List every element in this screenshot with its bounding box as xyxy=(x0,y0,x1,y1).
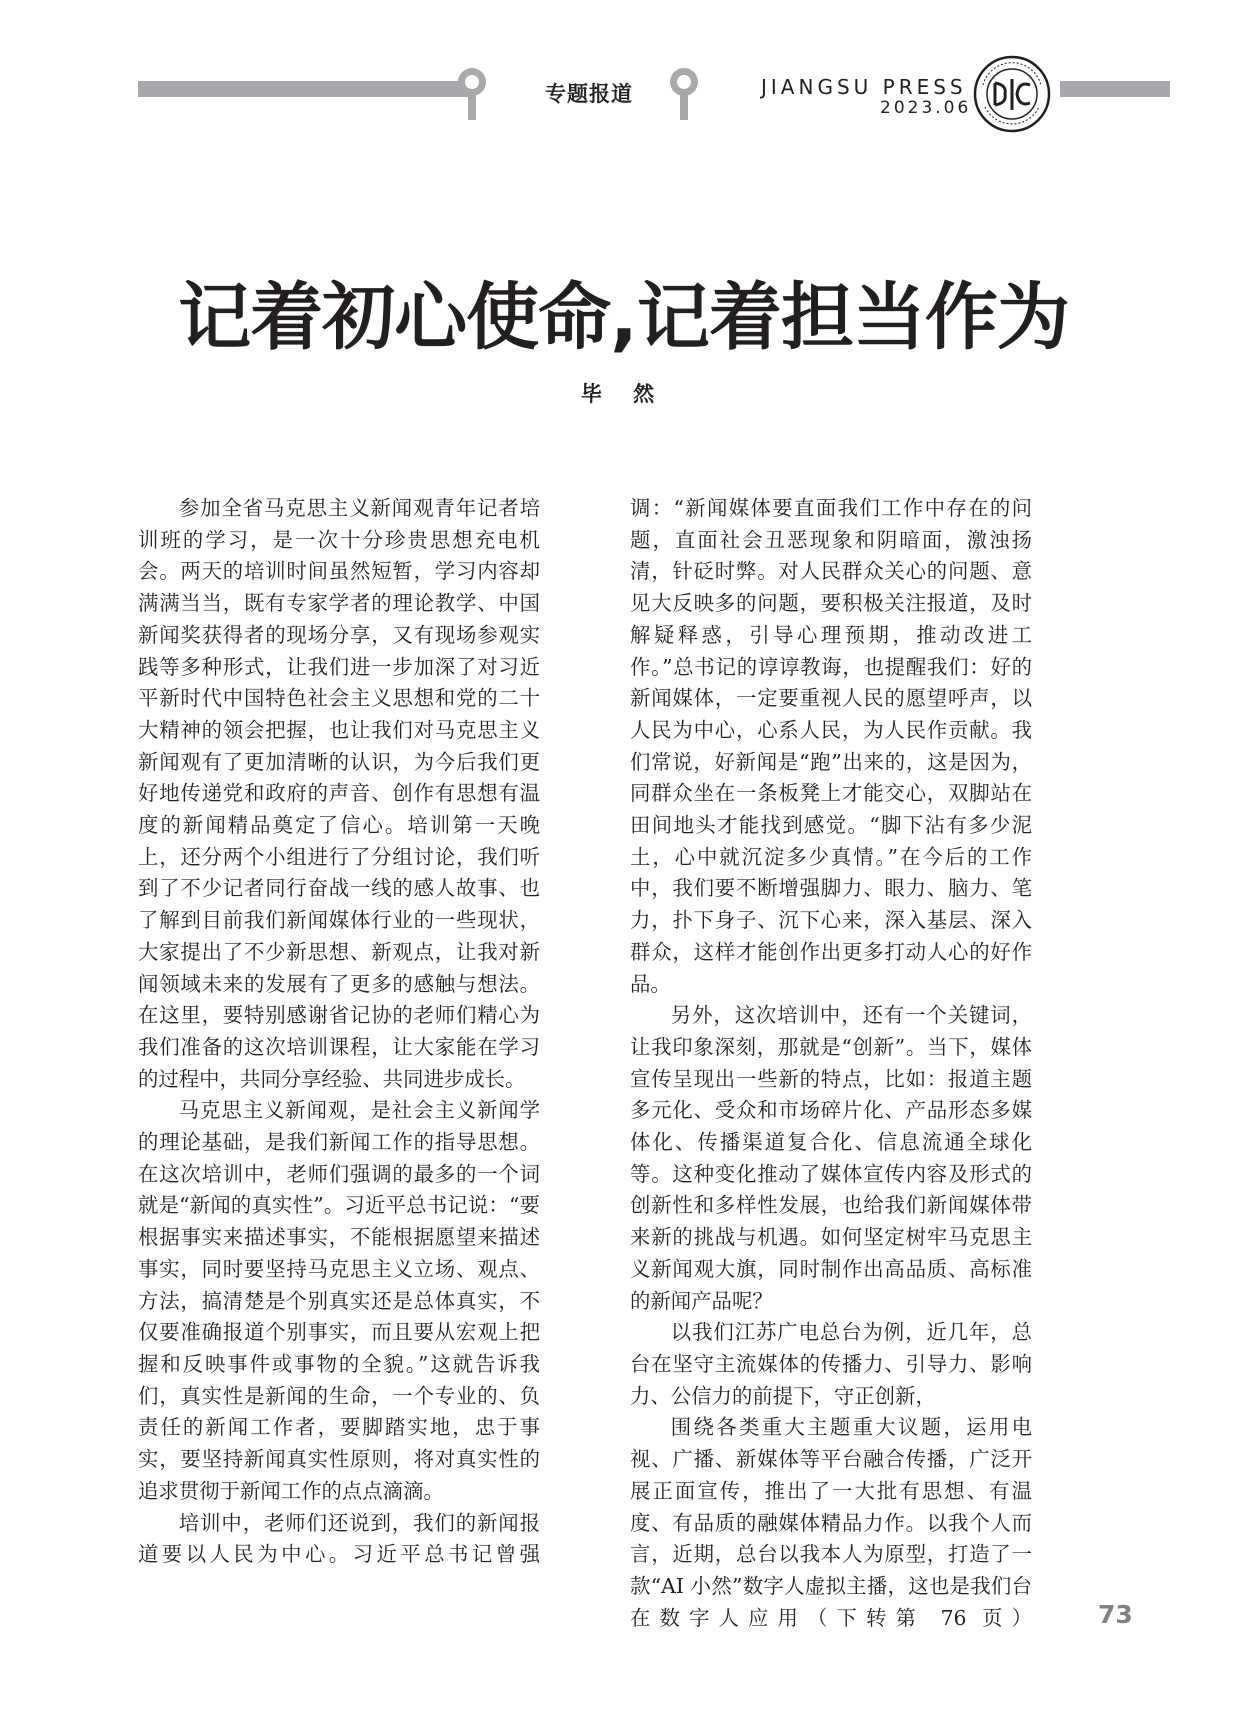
page-number: 73 xyxy=(1098,1600,1133,1629)
right-column xyxy=(630,493,1032,1634)
header-bar-left xyxy=(138,81,468,97)
paragraph: 调：“新闻媒体要直面我们工作中存在的问题，直面社会丑恶现象和阴暗面，激浊扬清，针砭时弊。对人民群众关心的问题、意见大反映多的问题，要积极关注报道，及时解疑释惑，引导心理预期，推动改进工作。”总书记的谆谆教诲，也提醒我们：好的新闻媒体，一定要重视人民的愿望呼声，以人民为中心，心系人民，为人民作贡献。我们常说，好新闻是“跑”出来的，这是因为，同群众坐在一条板凳上才能交心，双脚站在田间地头才能找到感觉。“脚下沾有多少泥土，心中就沉淀多少真情。”在今后的工作中，我们要不断增强脚力、眼力、脑力、笔力，扑下身子、沉下心来，深入基层、深入群众，这样才能创作出更多打动人心的好作品。 xyxy=(630,496,1032,996)
association-seal-logo xyxy=(973,55,1051,133)
header-bar-right xyxy=(1060,81,1170,97)
left-column xyxy=(138,493,540,1571)
article-author: 毕 然 xyxy=(580,382,667,406)
pin-icon xyxy=(664,66,704,122)
paragraph: 参加全省马克思主义新闻观青年记者培训班的学习，是一次十分珍贵思想充电机会。两天的培训时间虽然短暂，学习内容却满满当当，既有专家学者的理论教学、中国新闻奖获得者的现场分享，又有现场参观实践等多种形式，让我们进一步加深了对习近平新时代中国特色社会主义思想和党的二十大精神的领会把握，也让我们对马克思主义新闻观有了更加清晰的认识，为今后我们更好地传递党和政府的声音、创作有思想有温度的新闻精品奠定了信心。培训第一天晚上，还分两个小组进行了分组讨论，我们听到了不少记者同行奋战一线的感人故事、也了解到目前我们新闻媒体行业的一些现状，大家提出了不少新思想、新观点，让我对新闻领域未来的发展有了更多的感触与想法。在这里，要特别感谢省记协的老师们精心为我们准备的这次培训课程，让大家能在学习的过程中，共同分享经验、共同进步成长。 xyxy=(138,496,540,1091)
pin-icon xyxy=(452,66,492,122)
paragraph: 围绕各类重大主题重大议题，运用电视、广播、新媒体等平台融合传播，广泛开展正面宣传，推出了一大批有思想、有温度、有品质的融媒体精品力作。以我个人而言，近期，总台以我本人为原型，打造了一款“AI 小然”数字人虚拟主播，这也是我们台在数字人应用（下转第 76 页） xyxy=(630,1415,1032,1630)
paragraph: 以我们江苏广电总台为例，近几年，总台在坚守主流媒体的传播力、引导力、影响力、公信力的前提下，守正创新， xyxy=(630,1320,1032,1408)
paragraph: 培训中，老师们还说到，我们的新闻报道要以人民为中心。习近平总书记曾强 xyxy=(138,1510,540,1567)
article-title: 记着初心使命,记着担当作为 xyxy=(178,275,1069,360)
press-name: JIANGSU PRESS xyxy=(761,75,967,99)
paragraph: 另外，这次培训中，还有一个关键词，让我印象深刻，那就是“创新”。当下，媒体宣传呈现出一些新的特点，比如：报道主题多元化、受众和市场碎片化、产品形态多媒体化、传播渠道复合化、信息流通全球化等。这种变化推动了媒体宣传内容及形式的创新性和多样性发展，也给我们新闻媒体带来新的挑战与机遇。如何坚定树牢马克思主义新闻观大旗，同时制作出高品质、高标准的新闻产品呢？ xyxy=(630,1003,1032,1313)
issue-date: 2023.06 xyxy=(880,98,972,118)
paragraph: 马克思主义新闻观，是社会主义新闻学的理论基础，是我们新闻工作的指导思想。在这次培训中，老师们强调的最多的一个词就是“新闻的真实性”。习近平总书记说：“要根据事实来描述事实，不能根据愿望来描述事实，同时要坚持马克思主义立场、观点、方法，搞清楚是个别真实还是总体真实，不仅要准确报道个别事实，而且要从宏观上把握和反映事件或事物的全貌。”这就告诉我们，真实性是新闻的生命，一个专业的、负责任的新闻工作者，要脚踏实地，忠于事实，要坚持新闻真实性原则，将对真实性的追求贯彻于新闻工作的点点滴滴。 xyxy=(138,1098,540,1503)
section-label: 专题报道 xyxy=(545,82,633,106)
